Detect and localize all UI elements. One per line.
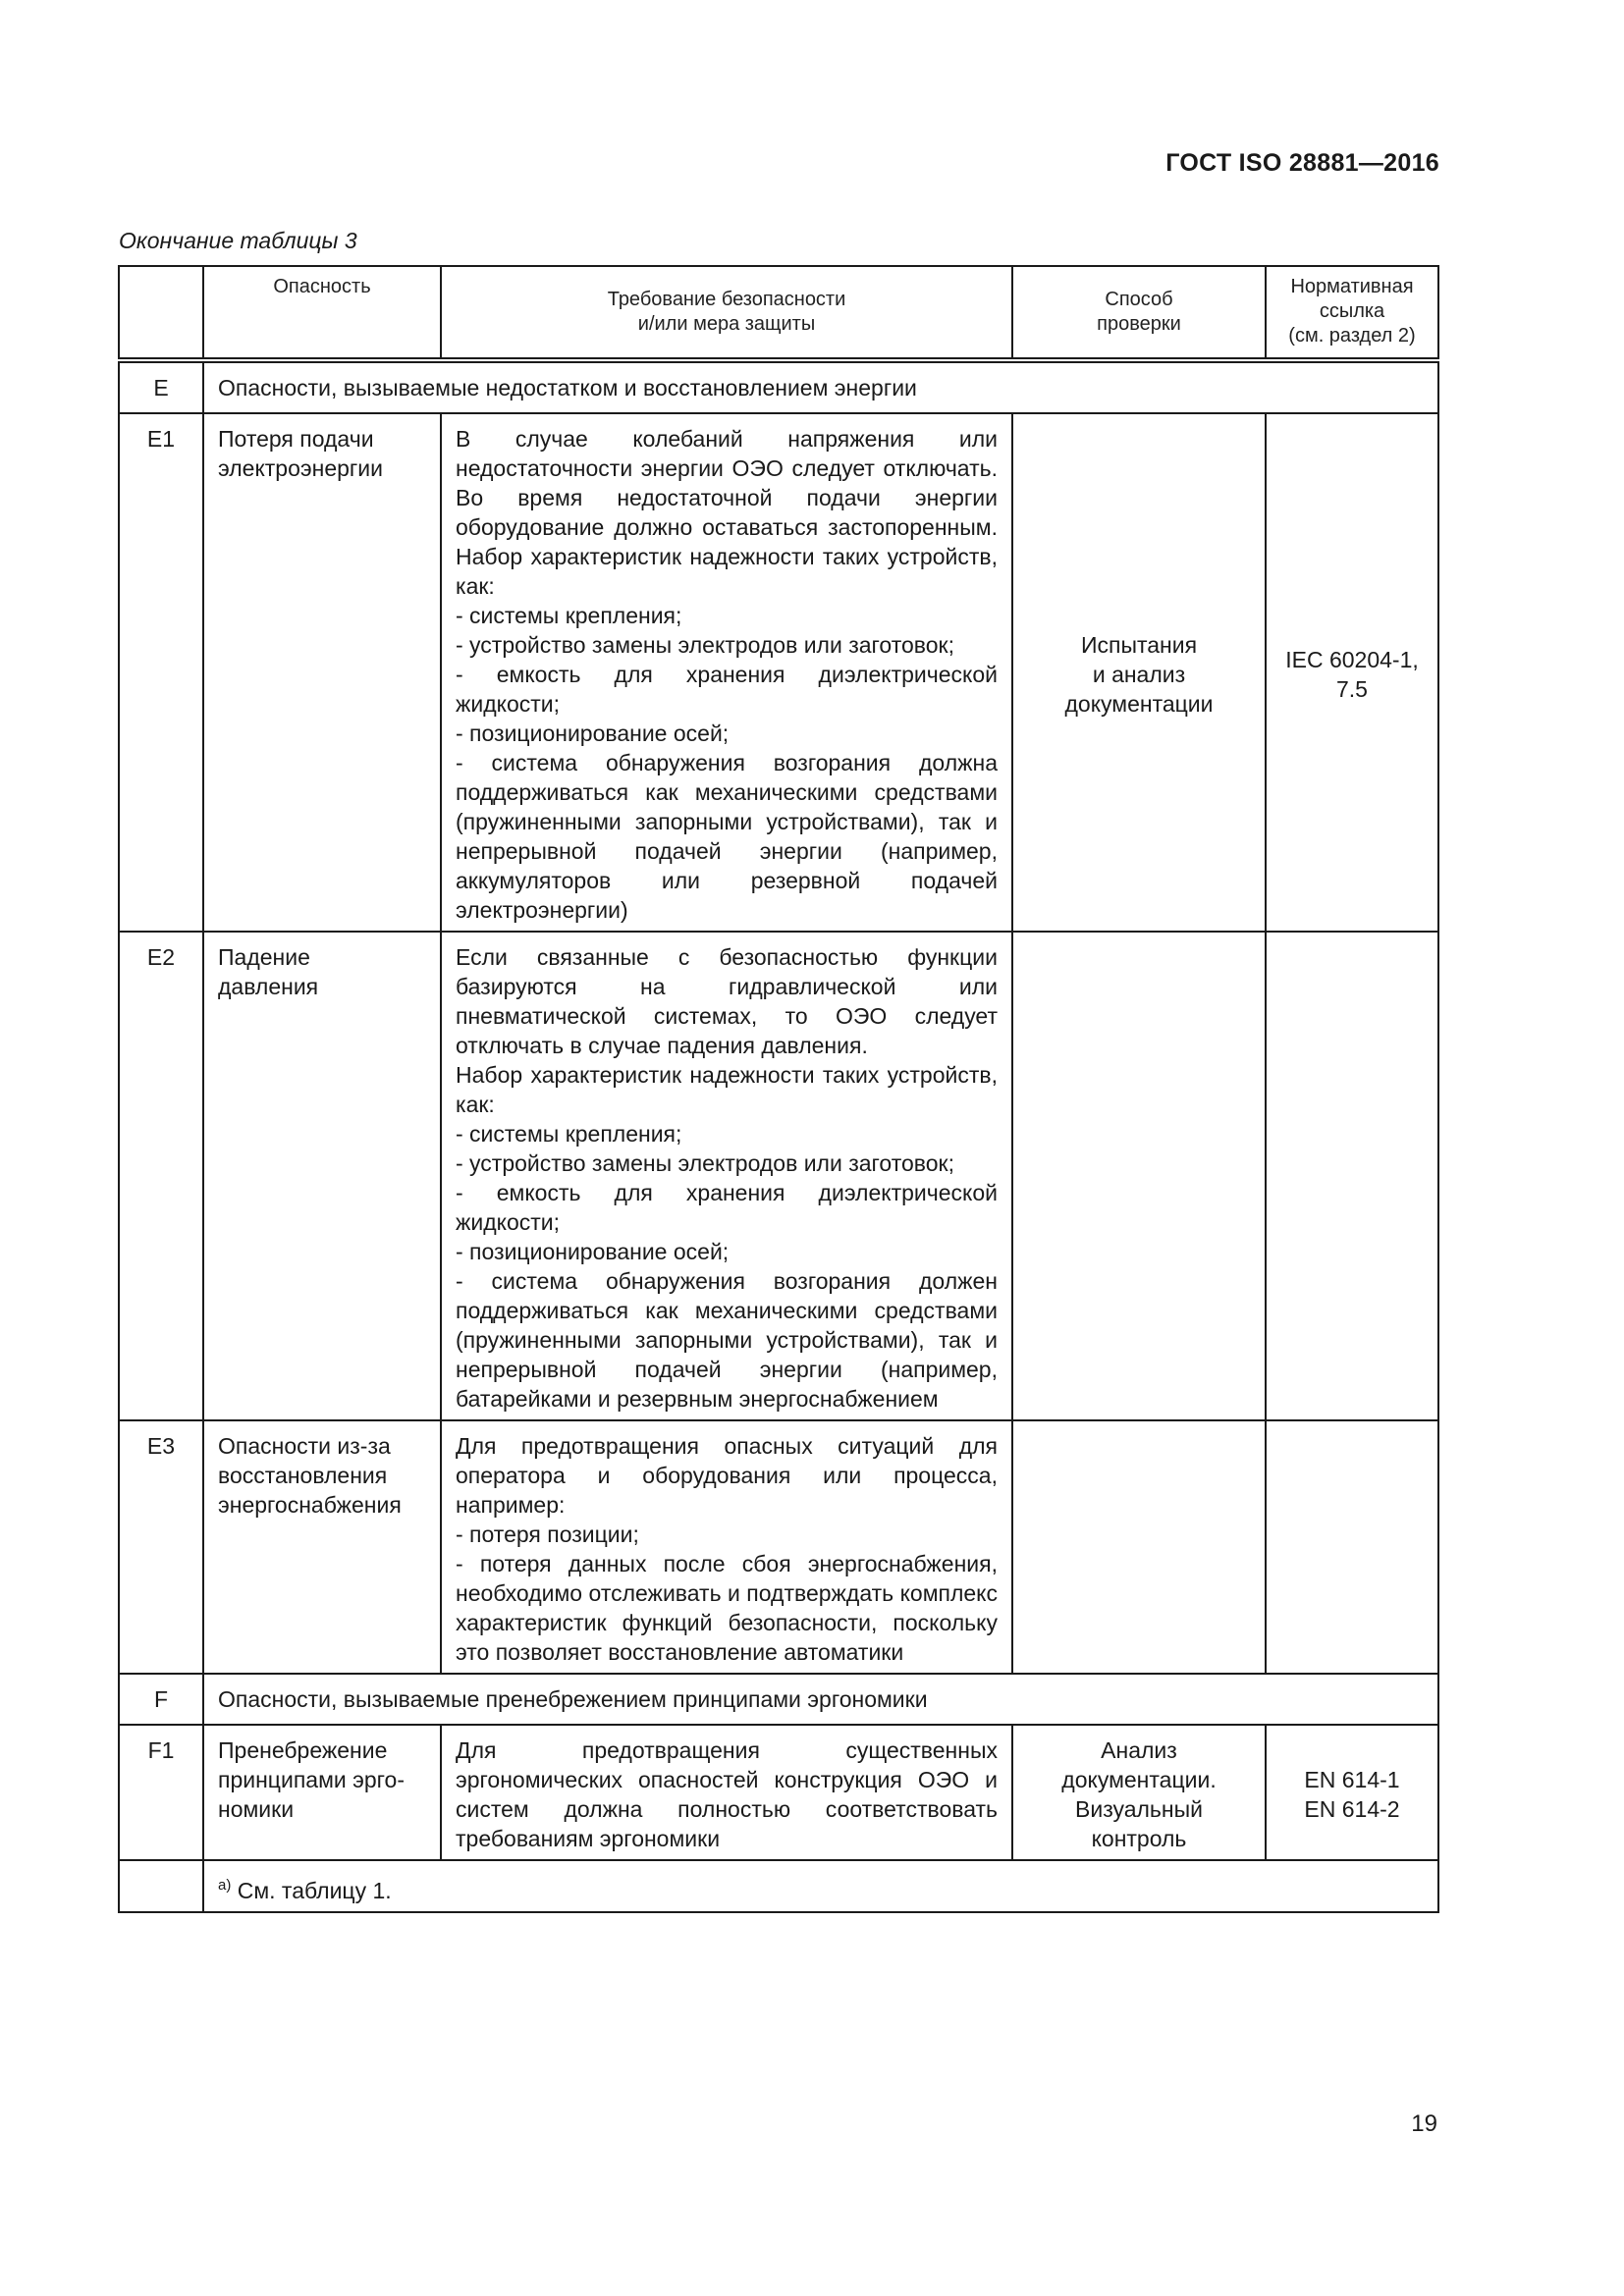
table-footnote [203,1860,1438,1912]
footnote-row [119,1860,1438,1912]
row-method [1012,932,1266,1420]
header-requirement: Требование безопасности и/или мера защиты [441,266,1012,360]
row-requirement: В случае колебаний напряжения или недостаточности энергии ОЭО следует отключать. Во время недостаточной подачи энергии оборудование должно оставаться застопоренным. Набор характеристик надежности таких устройств, как: - системы крепления; - устройство замены электродов или заготовок; - емкость для хранения диэлектрической жидкости; - позиционирование осей; - система обнаружения возгорания должна поддерживаться как механическими средствами (пружиненными запорными устройствами), так и непрерывной подачей энергии (например, аккумуляторов или резервной подачей электроэнергии) [441,413,1012,932]
footnote-text: См. таблицу 1. [237,1878,392,1903]
section-code: F [119,1674,203,1725]
standard-designation: ГОСТ ISO 28881—2016 [1165,149,1439,177]
row-code: E2 [119,932,203,1420]
row-hazard: Опасности из-за восстановления энергоснабжения [203,1420,441,1674]
table-row-e1 [119,413,1438,932]
table-row-e2 [119,932,1438,1420]
section-row-f [119,1674,1438,1725]
row-hazard: Пренебрежение принципами эрго- номики [203,1725,441,1860]
row-hazard: Падение давления [203,932,441,1420]
row-code: F1 [119,1725,203,1860]
page-number: 19 [1411,2110,1437,2137]
row-code: E1 [119,413,203,932]
row-requirement: Для предотвращения существенных эргономических опасностей конструкция ОЭО и систем должна полностью соответствовать требованиям эргономики [441,1725,1012,1860]
row-method: Испытания и анализ документации [1012,413,1266,932]
section-title: Опасности, вызываемые пренебрежением принципами эргономики [203,1674,1438,1725]
section-code: E [119,360,203,413]
row-requirement: Если связанные с безопасностью функции базируются на гидравлической или пневматической системах, то ОЭО следует отключать в случае падения давления. Набор характеристик надежности таких устройств, как: - системы крепления; - устройство замены электродов или заготовок; - емкость для хранения диэлектрической жидкости; - позиционирование осей; - система обнаружения возгорания должен поддерживаться как механическими средствами (пружиненными запорными устройствами), так и непрерывной подачей энергии (например, батарейками и резервным энергоснабжением [441,932,1012,1420]
section-title: Опасности, вызываемые недостатком и восстановлением энергии [203,360,1438,413]
table-row-e3 [119,1420,1438,1674]
table-caption: Окончание таблицы 3 [119,228,357,253]
row-reference [1266,1420,1438,1674]
row-code: E3 [119,1420,203,1674]
row-method [1012,1420,1266,1674]
row-reference [1266,932,1438,1420]
row-requirement: Для предотвращения опасных ситуаций для оператора и оборудования или процесса, например: - потеря позиции; - потеря данных после сбоя энергоснабжения, необходимо отслеживать и подтверждать комплекс характеристик функций безопасности, поскольку это позволяет восстановление автоматики [441,1420,1012,1674]
header-hazard: Опасность [203,266,441,360]
row-hazard: Потеря подачи электроэнергии [203,413,441,932]
row-reference: IEC 60204-1, 7.5 [1266,413,1438,932]
row-reference: EN 614-1 EN 614-2 [1266,1725,1438,1860]
footnote-spacer [119,1860,203,1912]
header-method: Способ проверки [1012,266,1266,360]
hazards-table [118,265,1439,1913]
table-header-row [119,266,1438,360]
header-code [119,266,203,360]
row-method: Анализ документации. Визуальный контроль [1012,1725,1266,1860]
header-reference: Нормативная ссылка (см. раздел 2) [1266,266,1438,360]
section-row-e [119,360,1438,413]
footnote-mark: а) [218,1877,232,1894]
table-row-f1 [119,1725,1438,1860]
